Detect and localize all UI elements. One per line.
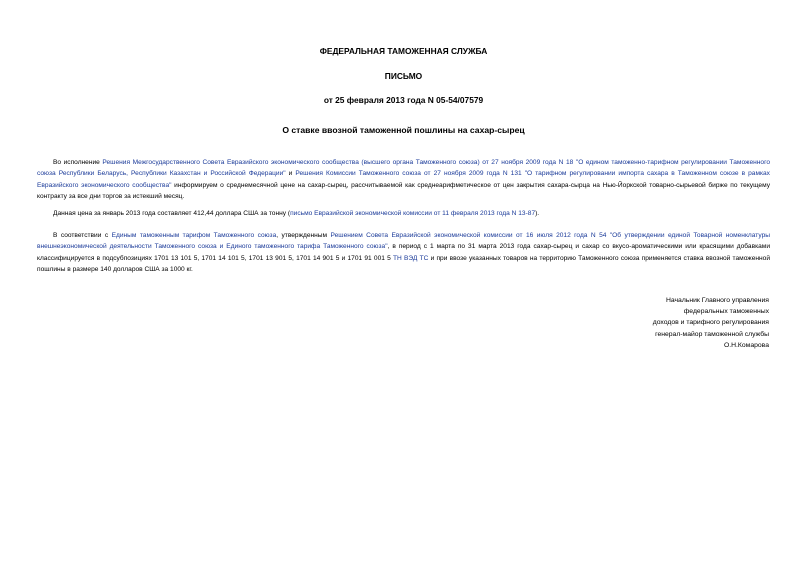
link-customs-union-decision-131[interactable]: Решения Комиссии Таможенного союза от 27 ноября 2009 года N 131 "О тарифном регулировании импорта сахара в Таможенном союзе в рамках Евразийского экономического сообщества" bbox=[37, 170, 770, 189]
paragraph-1-text-0: Во исполнение bbox=[53, 158, 103, 166]
paragraph-3-text-1: , утвержденным bbox=[276, 231, 331, 239]
document-type: ПИСЬМО bbox=[384, 71, 423, 81]
paragraph-1 bbox=[37, 157, 770, 203]
agency-title: ФЕДЕРАЛЬНАЯ ТАМОЖЕННАЯ СЛУЖБА bbox=[319, 46, 488, 56]
signature-line-1: Начальник Главного управления bbox=[665, 297, 769, 304]
paragraph-3 bbox=[37, 230, 770, 276]
link-unified-customs-tariff[interactable]: Единым таможенным тарифом Таможенного союза bbox=[111, 231, 277, 239]
paragraph-3-text-2: , в период с 1 марта по 31 марта 2013 года сахар-сырец и сахар со вкусо-ароматическими или красящими добавками классифицируется в подсубпозициях 1701 13 101 5, 1701 14 101 5, 1701 13 901 5, 1701 14 901 5 и 1701 91 001 5 bbox=[37, 243, 771, 262]
paragraph-2-text-1: ). bbox=[535, 209, 540, 217]
link-eec-letter-13-87[interactable]: письмо Евразийской экономической комиссии от 11 февраля 2013 года N 13-87 bbox=[290, 209, 536, 217]
link-eurasec-decision-18[interactable]: Решения Межгосударственного Совета Евразийского экономического сообщества (высшего органа Таможенного союза) от 27 ноября 2009 года N 18 "О едином таможенно-тарифном регулировании Таможенного союза Республики Беларусь, Республики Казахстан и Российской Федерации" bbox=[37, 158, 770, 178]
paragraph-2 bbox=[37, 208, 770, 220]
link-tn-ved-ts[interactable]: ТН ВЭД ТС bbox=[393, 254, 429, 262]
paragraph-3-text-0: В соответствии с bbox=[53, 231, 112, 239]
document-date-number: от 25 февраля 2013 года N 05-54/07579 bbox=[323, 95, 484, 105]
signature-line-4: генерал-майор таможенной службы bbox=[655, 330, 769, 338]
signature-line-3: доходов и тарифного регулирования bbox=[652, 319, 769, 327]
paragraph-3-text-3: и при ввозе указанных товаров на территорию Таможенного союза применяется ставка ввозной таможенной пошлины в размере 140 долларов США за 1000 кг. bbox=[37, 254, 771, 274]
paragraph-1-text-2: информируем о среднемесячной цене на сахар-сырец, рассчитываемой как среднеарифметическое от цен закрытия сахара-сырца на Нью-Йоркской товарно-сырьевой бирже по текущему контракту за все дни торгов за истекший месяц. bbox=[37, 181, 770, 201]
paragraph-2-text-0: Данная цена за январь 2013 года составляет 412,44 доллара США за тонну ( bbox=[53, 209, 291, 217]
link-eec-council-decision-54[interactable]: Решением Совета Евразийской экономической комиссии от 16 июля 2012 года N 54 "Об утверждении единой Товарной номенклатуры внешнеэкономической деятельности Таможенного союза и Единого таможенного тарифа Таможенного союза" bbox=[37, 231, 770, 251]
signatory-name: О.Н.Комарова bbox=[723, 341, 769, 349]
signature-line-2: федеральных таможенных bbox=[683, 308, 769, 316]
document-subject: О ставке ввозной таможенной пошлины на сахар-сырец bbox=[282, 125, 525, 135]
signature-block bbox=[653, 295, 769, 351]
paragraph-1-text-1: и bbox=[285, 170, 296, 178]
